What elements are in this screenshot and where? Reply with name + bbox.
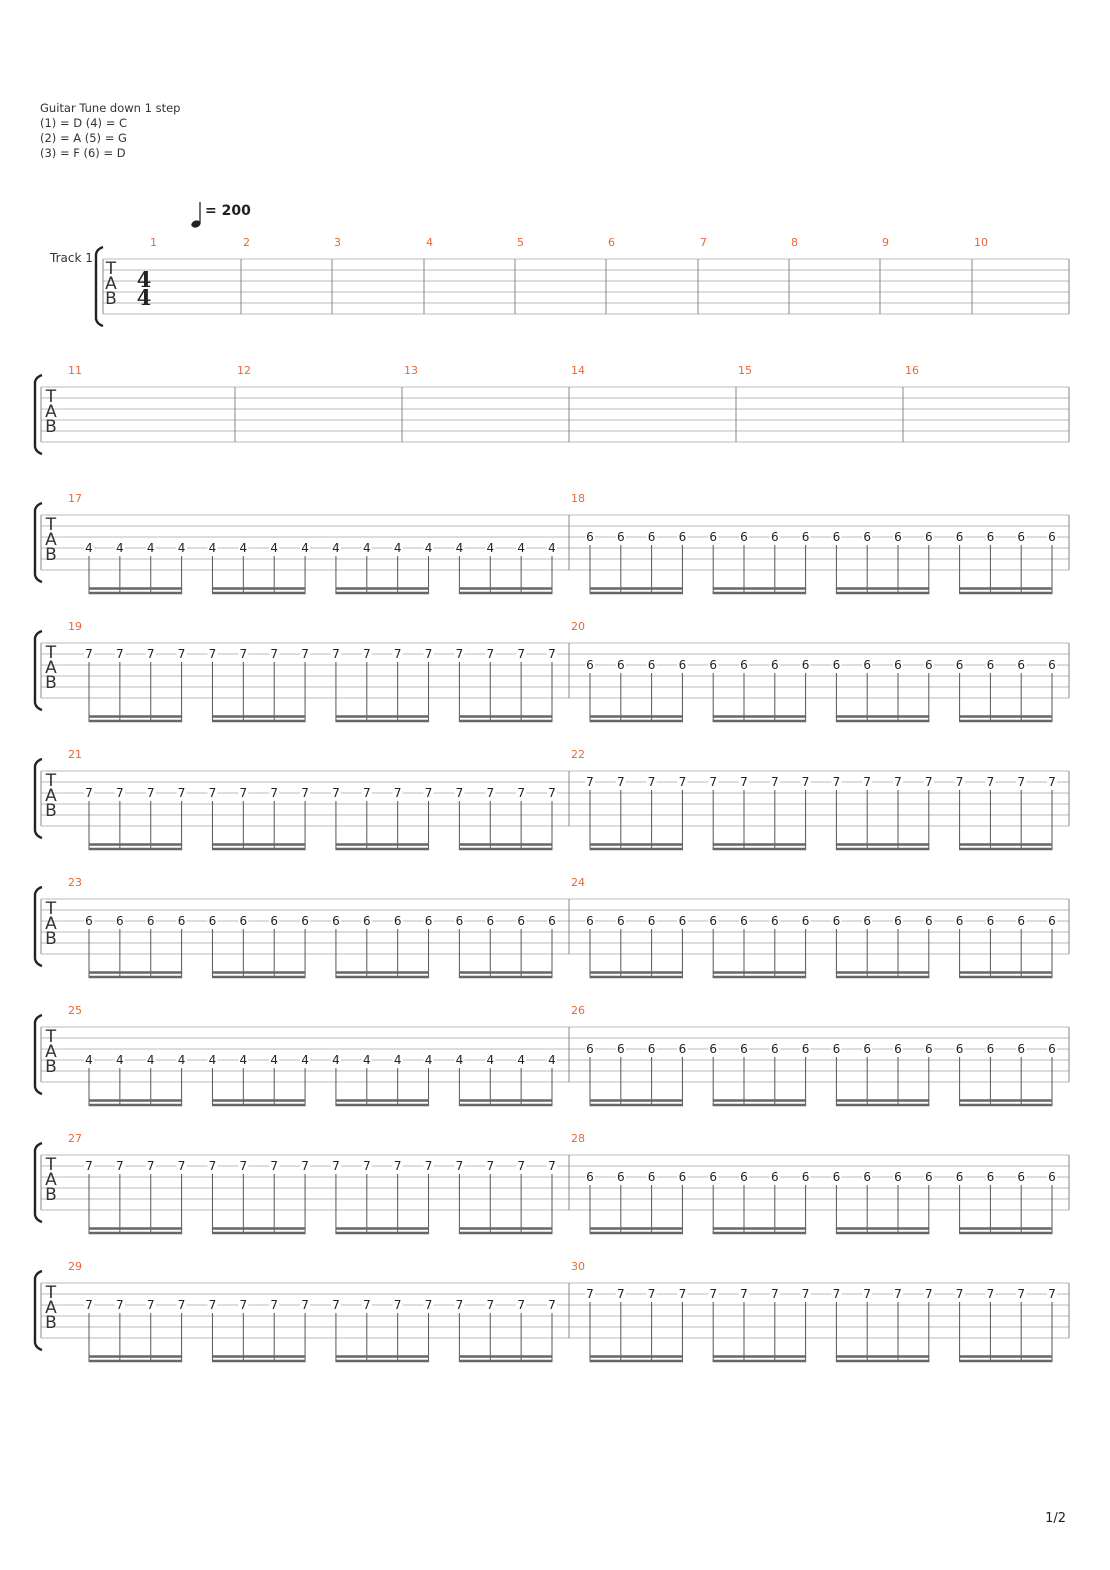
fret-number: 7 [678, 1287, 687, 1301]
measure-number: 8 [791, 236, 798, 249]
fret-number: 7 [709, 775, 718, 789]
tempo-text: = 200 [205, 203, 251, 219]
fret-number: 6 [955, 658, 964, 672]
tuning-line: (1) = D (4) = C [40, 116, 128, 130]
fret-number: 7 [486, 647, 495, 661]
fret-number: 7 [177, 647, 186, 661]
measure-number: 4 [426, 236, 433, 249]
tab-clef-letter: A [105, 274, 117, 294]
fret-number: 4 [393, 1053, 402, 1067]
fret-number: 6 [85, 914, 93, 928]
time-signature-denominator: 4 [136, 285, 152, 310]
fret-number: 7 [301, 786, 309, 800]
fret-number: 7 [770, 775, 779, 789]
fret-number: 6 [647, 530, 656, 544]
fret-number: 6 [863, 530, 872, 544]
fret-number: 6 [616, 658, 625, 672]
fret-number: 7 [832, 775, 841, 789]
fret-number: 4 [424, 541, 433, 555]
fret-number: 7 [832, 1287, 841, 1301]
fret-number: 7 [362, 1298, 371, 1312]
fret-number: 7 [955, 1287, 964, 1301]
fret-number: 6 [586, 658, 594, 672]
fret-number: 7 [85, 1159, 93, 1173]
fret-number: 7 [116, 1159, 124, 1173]
tab-clef-letter: B [45, 417, 57, 437]
tab-clef-letter: A [45, 1298, 57, 1318]
fret-number: 6 [678, 1170, 687, 1184]
fret-number: 6 [955, 914, 964, 928]
fret-number: 6 [208, 914, 217, 928]
fret-number: 6 [986, 1042, 995, 1056]
fret-number: 7 [393, 647, 402, 661]
measure-number: 24 [571, 876, 585, 889]
fret-number: 6 [801, 530, 810, 544]
fret-number: 6 [924, 1042, 933, 1056]
fret-number: 6 [770, 530, 779, 544]
fret-number: 6 [1048, 658, 1056, 672]
fret-number: 4 [424, 1053, 433, 1067]
measure-number: 13 [404, 364, 418, 377]
fret-number: 7 [455, 786, 464, 800]
fret-number: 6 [616, 914, 625, 928]
fret-number: 7 [146, 786, 155, 800]
fret-number: 6 [863, 1042, 872, 1056]
fret-number: 4 [362, 541, 371, 555]
measure-number: 15 [738, 364, 752, 377]
fret-number: 6 [863, 914, 872, 928]
fret-number: 6 [740, 658, 748, 672]
fret-number: 7 [270, 1159, 279, 1173]
fret-number: 6 [1017, 658, 1026, 672]
measure-number: 9 [882, 236, 889, 249]
fret-number: 4 [146, 541, 155, 555]
measure-number: 23 [68, 876, 82, 889]
tab-clef-letter: A [45, 1170, 57, 1190]
fret-number: 4 [548, 1053, 556, 1067]
measure-number: 28 [571, 1132, 585, 1145]
fret-number: 6 [1048, 1042, 1056, 1056]
measure-number: 10 [974, 236, 988, 249]
fret-number: 7 [116, 647, 124, 661]
fret-number: 4 [301, 541, 309, 555]
tab-clef-letter: T [45, 1283, 57, 1303]
measure-number: 17 [68, 492, 82, 505]
fret-number: 7 [486, 1159, 495, 1173]
page-number: 1/2 [1045, 1511, 1066, 1526]
fret-number: 4 [116, 541, 124, 555]
fret-number: 7 [455, 647, 464, 661]
fret-number: 4 [548, 541, 556, 555]
fret-number: 7 [208, 786, 217, 800]
fret-number: 7 [548, 786, 556, 800]
fret-number: 6 [301, 914, 309, 928]
fret-number: 4 [455, 541, 464, 555]
fret-number: 6 [894, 914, 902, 928]
measure-number: 30 [571, 1260, 585, 1273]
fret-number: 6 [146, 914, 155, 928]
fret-number: 7 [924, 775, 933, 789]
fret-number: 7 [678, 775, 687, 789]
measure-number: 19 [68, 620, 82, 633]
fret-number: 6 [647, 914, 656, 928]
fret-number: 7 [177, 1298, 186, 1312]
tab-clef-letter: B [45, 929, 57, 949]
fret-number: 6 [424, 914, 433, 928]
tab-clef-letter: T [45, 387, 57, 407]
fret-number: 7 [362, 786, 371, 800]
tab-clef-letter: A [45, 1042, 57, 1062]
fret-number: 4 [239, 1053, 248, 1067]
fret-number: 7 [424, 1298, 433, 1312]
fret-number: 6 [1017, 530, 1026, 544]
fret-number: 7 [208, 1298, 217, 1312]
tab-clef-letter: B [45, 1313, 57, 1333]
fret-number: 7 [486, 786, 495, 800]
measure-number: 5 [517, 236, 524, 249]
fret-number: 6 [832, 914, 841, 928]
measure-number: 18 [571, 492, 585, 505]
fret-number: 7 [177, 1159, 186, 1173]
fret-number: 7 [647, 775, 656, 789]
fret-number: 4 [208, 1053, 217, 1067]
tab-clef-letter: T [45, 899, 57, 919]
fret-number: 6 [1048, 1170, 1056, 1184]
measure-number: 1 [150, 236, 157, 249]
tab-clef-letter: T [45, 515, 57, 535]
tab-clef-letter: A [45, 402, 57, 422]
fret-number: 7 [586, 775, 594, 789]
fret-number: 6 [832, 1170, 841, 1184]
fret-number: 6 [678, 530, 687, 544]
tab-clef-letter: B [105, 289, 117, 309]
fret-number: 4 [486, 1053, 495, 1067]
measure-number: 22 [571, 748, 585, 761]
fret-number: 7 [517, 1159, 525, 1173]
fret-number: 6 [362, 914, 371, 928]
fret-number: 6 [678, 658, 687, 672]
fret-number: 6 [1017, 914, 1026, 928]
fret-number: 7 [424, 1159, 433, 1173]
tuning-line: (2) = A (5) = G [40, 131, 127, 145]
fret-number: 7 [239, 1159, 248, 1173]
fret-number: 6 [924, 1170, 933, 1184]
fret-number: 6 [955, 1170, 964, 1184]
tab-clef-letter: A [45, 530, 57, 550]
fret-number: 7 [548, 1298, 556, 1312]
tab-clef-letter: B [45, 673, 57, 693]
fret-number: 6 [801, 1170, 810, 1184]
fret-number: 6 [986, 914, 995, 928]
fret-number: 7 [301, 1298, 309, 1312]
measure-number: 29 [68, 1260, 82, 1273]
measure-number: 3 [334, 236, 341, 249]
fret-number: 4 [85, 541, 93, 555]
fret-number: 7 [863, 775, 872, 789]
fret-number: 6 [801, 914, 810, 928]
measure-number: 11 [68, 364, 82, 377]
fret-number: 6 [486, 914, 495, 928]
measure-number: 16 [905, 364, 919, 377]
fret-number: 6 [924, 658, 933, 672]
tab-clef-letter: A [45, 786, 57, 806]
fret-number: 7 [548, 1159, 556, 1173]
fret-number: 6 [955, 530, 964, 544]
fret-number: 6 [586, 1042, 594, 1056]
fret-number: 6 [709, 1042, 718, 1056]
fret-number: 7 [85, 1298, 93, 1312]
fret-number: 7 [740, 1287, 748, 1301]
fret-number: 6 [616, 1170, 625, 1184]
tuning-title: Guitar Tune down 1 step [40, 101, 181, 115]
fret-number: 7 [517, 647, 525, 661]
fret-number: 6 [863, 1170, 872, 1184]
fret-number: 6 [894, 530, 902, 544]
system-bracket [96, 247, 103, 326]
measure-number: 6 [608, 236, 615, 249]
fret-number: 7 [955, 775, 964, 789]
measure-number: 14 [571, 364, 585, 377]
fret-number: 6 [393, 914, 402, 928]
fret-number: 6 [647, 658, 656, 672]
fret-number: 7 [1017, 775, 1026, 789]
fret-number: 7 [332, 1298, 340, 1312]
fret-number: 6 [270, 914, 279, 928]
fret-number: 7 [85, 786, 93, 800]
fret-number: 6 [709, 914, 718, 928]
fret-number: 4 [239, 541, 248, 555]
fret-number: 4 [517, 1053, 525, 1067]
fret-number: 6 [740, 1170, 748, 1184]
tuning-line: (3) = F (6) = D [40, 146, 126, 160]
fret-number: 7 [801, 1287, 810, 1301]
fret-number: 7 [362, 1159, 371, 1173]
fret-number: 7 [239, 1298, 248, 1312]
fret-number: 6 [770, 1042, 779, 1056]
fret-number: 7 [146, 1298, 155, 1312]
fret-number: 6 [586, 914, 594, 928]
fret-number: 6 [332, 914, 340, 928]
tab-clef-letter: T [45, 1155, 57, 1175]
fret-number: 7 [455, 1159, 464, 1173]
fret-number: 6 [1017, 1170, 1026, 1184]
fret-number: 7 [332, 647, 340, 661]
fret-number: 4 [301, 1053, 309, 1067]
tab-clef-letter: T [45, 771, 57, 791]
fret-number: 6 [740, 1042, 748, 1056]
fret-number: 6 [770, 1170, 779, 1184]
fret-number: 7 [924, 1287, 933, 1301]
fret-number: 6 [1017, 1042, 1026, 1056]
measure-number: 27 [68, 1132, 82, 1145]
fret-number: 6 [616, 530, 625, 544]
tab-clef-letter: B [45, 545, 57, 565]
fret-number: 6 [177, 914, 186, 928]
fret-number: 7 [486, 1298, 495, 1312]
tab-clef-letter: B [45, 1185, 57, 1205]
fret-number: 7 [177, 786, 186, 800]
fret-number: 4 [362, 1053, 371, 1067]
fret-number: 7 [362, 647, 371, 661]
fret-number: 7 [301, 647, 309, 661]
fret-number: 4 [486, 541, 495, 555]
fret-number: 4 [332, 541, 340, 555]
fret-number: 7 [863, 1287, 872, 1301]
fret-number: 7 [146, 1159, 155, 1173]
fret-number: 6 [678, 914, 687, 928]
tab-clef-letter: T [105, 259, 117, 279]
fret-number: 7 [116, 1298, 124, 1312]
fret-number: 6 [832, 1042, 841, 1056]
fret-number: 6 [548, 914, 556, 928]
fret-number: 6 [455, 914, 464, 928]
fret-number: 7 [986, 1287, 995, 1301]
fret-number: 6 [924, 530, 933, 544]
fret-number: 7 [332, 1159, 340, 1173]
fret-number: 7 [1017, 1287, 1026, 1301]
fret-number: 7 [270, 647, 279, 661]
track-name: Track 1 [50, 251, 93, 265]
fret-number: 7 [208, 647, 217, 661]
measure-number: 20 [571, 620, 585, 633]
fret-number: 7 [801, 775, 810, 789]
fret-number: 6 [586, 530, 594, 544]
fret-number: 6 [740, 914, 748, 928]
fret-number: 4 [332, 1053, 340, 1067]
fret-number: 4 [393, 541, 402, 555]
fret-number: 6 [678, 1042, 687, 1056]
fret-number: 7 [894, 775, 902, 789]
fret-number: 6 [647, 1170, 656, 1184]
fret-number: 6 [709, 658, 718, 672]
fret-number: 7 [647, 1287, 656, 1301]
fret-number: 4 [177, 1053, 186, 1067]
fret-number: 6 [986, 658, 995, 672]
fret-number: 6 [894, 1042, 902, 1056]
fret-number: 4 [85, 1053, 93, 1067]
fret-number: 6 [924, 914, 933, 928]
fret-number: 6 [801, 658, 810, 672]
fret-number: 7 [393, 1159, 402, 1173]
fret-number: 7 [332, 786, 340, 800]
fret-number: 4 [146, 1053, 155, 1067]
fret-number: 6 [955, 1042, 964, 1056]
fret-number: 7 [270, 786, 279, 800]
measure-number: 2 [243, 236, 250, 249]
fret-number: 7 [894, 1287, 902, 1301]
fret-number: 7 [146, 647, 155, 661]
fret-number: 7 [517, 786, 525, 800]
fret-number: 7 [393, 786, 402, 800]
measure-number: 25 [68, 1004, 82, 1017]
fret-number: 6 [517, 914, 525, 928]
fret-number: 7 [85, 647, 93, 661]
fret-number: 6 [239, 914, 248, 928]
fret-number: 7 [1048, 1287, 1056, 1301]
tab-clef-letter: T [45, 643, 57, 663]
fret-number: 4 [455, 1053, 464, 1067]
fret-number: 6 [770, 658, 779, 672]
fret-number: 7 [424, 786, 433, 800]
fret-number: 6 [894, 1170, 902, 1184]
fret-number: 6 [116, 914, 124, 928]
fret-number: 6 [801, 1042, 810, 1056]
fret-number: 4 [208, 541, 217, 555]
fret-number: 6 [863, 658, 872, 672]
fret-number: 7 [301, 1159, 309, 1173]
fret-number: 7 [455, 1298, 464, 1312]
fret-number: 7 [393, 1298, 402, 1312]
fret-number: 4 [270, 541, 279, 555]
fret-number: 7 [424, 647, 433, 661]
fret-number: 7 [770, 1287, 779, 1301]
fret-number: 7 [517, 1298, 525, 1312]
fret-number: 7 [208, 1159, 217, 1173]
fret-number: 6 [1048, 530, 1056, 544]
fret-number: 6 [1048, 914, 1056, 928]
measure-number: 21 [68, 748, 82, 761]
fret-number: 7 [709, 1287, 718, 1301]
fret-number: 7 [586, 1287, 594, 1301]
fret-number: 6 [986, 530, 995, 544]
fret-number: 4 [177, 541, 186, 555]
fret-number: 7 [740, 775, 748, 789]
fret-number: 6 [647, 1042, 656, 1056]
tab-clef-letter: B [45, 801, 57, 821]
fret-number: 6 [740, 530, 748, 544]
measure-number: 7 [700, 236, 707, 249]
fret-number: 6 [832, 530, 841, 544]
tab-clef-letter: A [45, 658, 57, 678]
fret-number: 4 [116, 1053, 124, 1067]
fret-number: 7 [116, 786, 124, 800]
tab-clef-letter: A [45, 914, 57, 934]
measure-number: 26 [571, 1004, 585, 1017]
fret-number: 7 [548, 647, 556, 661]
fret-number: 7 [239, 786, 248, 800]
fret-number: 6 [709, 530, 718, 544]
fret-number: 4 [270, 1053, 279, 1067]
fret-number: 6 [986, 1170, 995, 1184]
fret-number: 7 [616, 775, 625, 789]
fret-number: 4 [517, 541, 525, 555]
fret-number: 7 [239, 647, 248, 661]
tab-clef-letter: T [45, 1027, 57, 1047]
measure-number: 12 [237, 364, 251, 377]
fret-number: 7 [986, 775, 995, 789]
fret-number: 6 [586, 1170, 594, 1184]
time-signature-numerator: 4 [136, 267, 152, 292]
fret-number: 7 [1048, 775, 1056, 789]
fret-number: 7 [616, 1287, 625, 1301]
fret-number: 6 [894, 658, 902, 672]
fret-number: 6 [770, 914, 779, 928]
fret-number: 6 [832, 658, 841, 672]
fret-number: 6 [616, 1042, 625, 1056]
fret-number: 7 [270, 1298, 279, 1312]
tab-clef-letter: B [45, 1057, 57, 1077]
fret-number: 6 [709, 1170, 718, 1184]
